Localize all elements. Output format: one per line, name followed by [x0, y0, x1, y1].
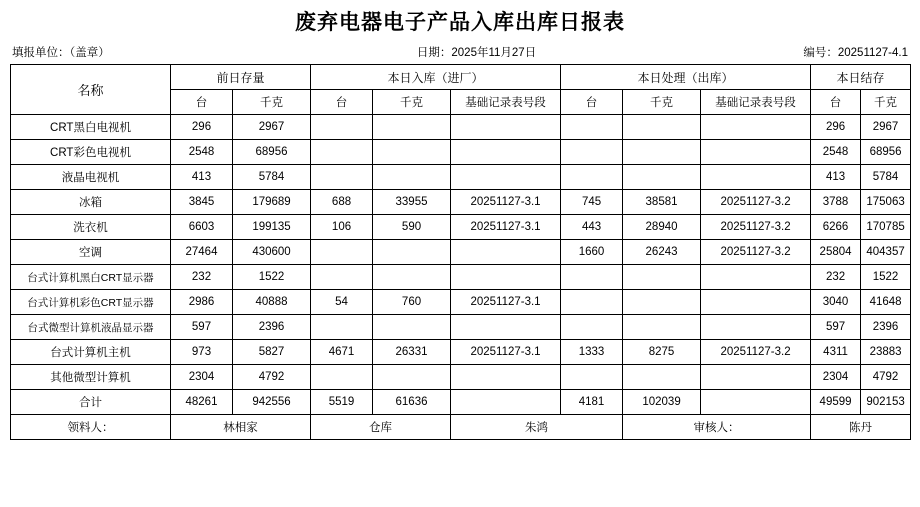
- cell-out-record: 20251127-3.2: [701, 215, 811, 240]
- cell-out-tai: 4181: [561, 390, 623, 415]
- cell-balance-tai: 6266: [811, 215, 861, 240]
- cell-in-kg: [373, 365, 451, 390]
- cell-balance-tai: 2548: [811, 140, 861, 165]
- table-row: [11, 240, 911, 265]
- cell-out-kg: 28940: [623, 215, 701, 240]
- table-row: [11, 315, 911, 340]
- cell-in-kg: [373, 115, 451, 140]
- cell-out-record: [701, 315, 811, 340]
- cell-out-tai: 443: [561, 215, 623, 240]
- cell-in-kg: [373, 265, 451, 290]
- cell-out-tai: [561, 315, 623, 340]
- header-name: 名称: [11, 65, 171, 115]
- cell-prev-tai: 2986: [171, 290, 233, 315]
- cell-in-record: 20251127-3.1: [451, 340, 561, 365]
- cell-out-tai: 1333: [561, 340, 623, 365]
- row-name: 台式计算机主机: [11, 340, 171, 365]
- cell-out-record: [701, 115, 811, 140]
- row-name: 台式微型计算机液晶显示器: [11, 315, 171, 340]
- row-name: 合计: [11, 390, 171, 415]
- cell-out-tai: [561, 365, 623, 390]
- cell-out-record: 20251127-3.2: [701, 190, 811, 215]
- row-name: 台式计算机彩色CRT显示器: [11, 290, 171, 315]
- cell-in-tai: 5519: [311, 390, 373, 415]
- auditor-label: 审核人：: [623, 415, 811, 440]
- cell-prev-kg: 5827: [233, 340, 311, 365]
- cell-in-record: [451, 115, 561, 140]
- cell-balance-kg: 41648: [861, 290, 911, 315]
- cell-out-tai: 745: [561, 190, 623, 215]
- cell-prev-tai: 232: [171, 265, 233, 290]
- cell-prev-tai: 597: [171, 315, 233, 340]
- cell-out-tai: [561, 265, 623, 290]
- header-balance-kg: 千克: [861, 90, 911, 115]
- cell-in-record: [451, 390, 561, 415]
- cell-in-record: 20251127-3.1: [451, 215, 561, 240]
- table-row-total: [11, 390, 911, 415]
- cell-out-kg: [623, 365, 701, 390]
- cell-in-tai: [311, 115, 373, 140]
- cell-in-tai: 106: [311, 215, 373, 240]
- cell-balance-tai: 49599: [811, 390, 861, 415]
- cell-prev-kg: 430600: [233, 240, 311, 265]
- cell-balance-kg: 404357: [861, 240, 911, 265]
- cell-prev-kg: 199135: [233, 215, 311, 240]
- picker-value: 林相家: [171, 415, 311, 440]
- cell-out-kg: [623, 115, 701, 140]
- cell-in-record: 20251127-3.1: [451, 190, 561, 215]
- row-name: 空调: [11, 240, 171, 265]
- cell-in-record: 20251127-3.1: [451, 290, 561, 315]
- cell-in-tai: [311, 365, 373, 390]
- cell-in-kg: [373, 315, 451, 340]
- cell-balance-tai: 3040: [811, 290, 861, 315]
- cell-prev-tai: 27464: [171, 240, 233, 265]
- header-group-prev: 前日存量: [171, 65, 311, 90]
- cell-balance-kg: 2967: [861, 115, 911, 140]
- signature-row: [11, 415, 911, 440]
- cell-balance-kg: 1522: [861, 265, 911, 290]
- header-in-kg: 千克: [373, 90, 451, 115]
- cell-prev-tai: 413: [171, 165, 233, 190]
- page-title: 废弃电器电子产品入库出库日报表: [295, 10, 625, 34]
- table-row: [11, 215, 911, 240]
- table-row: [11, 190, 911, 215]
- inventory-table: [10, 64, 911, 440]
- cell-out-record: [701, 390, 811, 415]
- cell-out-tai: [561, 290, 623, 315]
- cell-out-kg: 8275: [623, 340, 701, 365]
- row-name: 其他微型计算机: [11, 365, 171, 390]
- cell-balance-tai: 2304: [811, 365, 861, 390]
- cell-out-record: 20251127-3.2: [701, 340, 811, 365]
- cell-in-record: [451, 165, 561, 190]
- header-prev-tai: 台: [171, 90, 233, 115]
- cell-out-tai: [561, 165, 623, 190]
- cell-out-kg: 26243: [623, 240, 701, 265]
- cell-balance-tai: 3788: [811, 190, 861, 215]
- cell-balance-tai: 232: [811, 265, 861, 290]
- cell-out-kg: [623, 290, 701, 315]
- cell-out-tai: [561, 115, 623, 140]
- table-row: [11, 115, 911, 140]
- cell-prev-kg: 2396: [233, 315, 311, 340]
- row-name: CRT黑白电视机: [11, 115, 171, 140]
- header-out-tai: 台: [561, 90, 623, 115]
- cell-balance-kg: 170785: [861, 215, 911, 240]
- cell-prev-kg: 2967: [233, 115, 311, 140]
- cell-in-tai: 54: [311, 290, 373, 315]
- cell-out-kg: [623, 265, 701, 290]
- table-row: [11, 340, 911, 365]
- cell-out-kg: [623, 165, 701, 190]
- cell-prev-kg: 68956: [233, 140, 311, 165]
- cell-out-kg: [623, 315, 701, 340]
- header-group-out: 本日处理（出库）: [561, 65, 811, 90]
- cell-in-record: [451, 265, 561, 290]
- cell-in-record: [451, 315, 561, 340]
- cell-out-kg: 102039: [623, 390, 701, 415]
- table-row: [11, 140, 911, 165]
- cell-in-tai: [311, 165, 373, 190]
- cell-out-record: [701, 140, 811, 165]
- cell-in-record: [451, 365, 561, 390]
- cell-out-record: [701, 290, 811, 315]
- cell-out-kg: [623, 140, 701, 165]
- cell-in-tai: 4671: [311, 340, 373, 365]
- cell-prev-kg: 40888: [233, 290, 311, 315]
- row-name: CRT彩色电视机: [11, 140, 171, 165]
- header-in-tai: 台: [311, 90, 373, 115]
- cell-out-tai: [561, 140, 623, 165]
- cell-prev-kg: 4792: [233, 365, 311, 390]
- cell-in-tai: 688: [311, 190, 373, 215]
- cell-prev-tai: 2304: [171, 365, 233, 390]
- header-group-in: 本日入库（进厂）: [311, 65, 561, 90]
- picker-label: 领料人：: [11, 415, 171, 440]
- cell-prev-tai: 2548: [171, 140, 233, 165]
- cell-balance-tai: 296: [811, 115, 861, 140]
- warehouse-label: 仓库: [311, 415, 451, 440]
- cell-in-tai: [311, 315, 373, 340]
- header-group-balance: 本日结存: [811, 65, 911, 90]
- table-row: [11, 290, 911, 315]
- cell-in-kg: 61636: [373, 390, 451, 415]
- table-row: [11, 265, 911, 290]
- cell-out-record: [701, 365, 811, 390]
- cell-in-kg: 26331: [373, 340, 451, 365]
- header-prev-kg: 千克: [233, 90, 311, 115]
- auditor-value: 陈丹: [811, 415, 911, 440]
- cell-balance-kg: 2396: [861, 315, 911, 340]
- cell-balance-kg: 5784: [861, 165, 911, 190]
- cell-prev-kg: 942556: [233, 390, 311, 415]
- meta-row: [10, 44, 910, 64]
- cell-prev-tai: 296: [171, 115, 233, 140]
- warehouse-value: 朱鸿: [451, 415, 623, 440]
- cell-prev-kg: 1522: [233, 265, 311, 290]
- cell-in-tai: [311, 265, 373, 290]
- cell-balance-tai: 597: [811, 315, 861, 340]
- cell-prev-kg: 179689: [233, 190, 311, 215]
- report-number-label: 编号：20251127-4.1: [803, 47, 908, 59]
- row-name: 洗衣机: [11, 215, 171, 240]
- cell-in-kg: [373, 140, 451, 165]
- cell-prev-tai: 48261: [171, 390, 233, 415]
- cell-balance-kg: 4792: [861, 365, 911, 390]
- cell-in-kg: 760: [373, 290, 451, 315]
- cell-in-kg: [373, 165, 451, 190]
- row-name: 冰箱: [11, 190, 171, 215]
- cell-out-record: 20251127-3.2: [701, 240, 811, 265]
- cell-in-kg: [373, 240, 451, 265]
- cell-balance-tai: 413: [811, 165, 861, 190]
- header-balance-tai: 台: [811, 90, 861, 115]
- cell-balance-kg: 23883: [861, 340, 911, 365]
- filing-unit-label: 填报单位：（盖章）: [12, 47, 110, 59]
- cell-in-kg: 590: [373, 215, 451, 240]
- cell-out-record: [701, 265, 811, 290]
- table-header-groups: [11, 65, 911, 90]
- header-out-record-no: 基础记录表号段: [701, 90, 811, 115]
- cell-balance-kg: 68956: [861, 140, 911, 165]
- cell-in-kg: 33955: [373, 190, 451, 215]
- table-row: [11, 165, 911, 190]
- cell-out-tai: 1660: [561, 240, 623, 265]
- cell-out-kg: 38581: [623, 190, 701, 215]
- cell-prev-tai: 6603: [171, 215, 233, 240]
- cell-prev-kg: 5784: [233, 165, 311, 190]
- header-in-record-no: 基础记录表号段: [451, 90, 561, 115]
- cell-balance-tai: 4311: [811, 340, 861, 365]
- cell-prev-tai: 973: [171, 340, 233, 365]
- table-row: [11, 365, 911, 390]
- cell-in-tai: [311, 240, 373, 265]
- row-name: 液晶电视机: [11, 165, 171, 190]
- cell-out-record: [701, 165, 811, 190]
- cell-in-record: [451, 140, 561, 165]
- report-date-label: 日期：2025年11月27日: [416, 47, 537, 59]
- cell-balance-kg: 902153: [861, 390, 911, 415]
- row-name: 台式计算机黑白CRT显示器: [11, 265, 171, 290]
- cell-balance-tai: 25804: [811, 240, 861, 265]
- cell-in-record: [451, 240, 561, 265]
- cell-balance-kg: 175063: [861, 190, 911, 215]
- cell-prev-tai: 3845: [171, 190, 233, 215]
- cell-in-tai: [311, 140, 373, 165]
- header-out-kg: 千克: [623, 90, 701, 115]
